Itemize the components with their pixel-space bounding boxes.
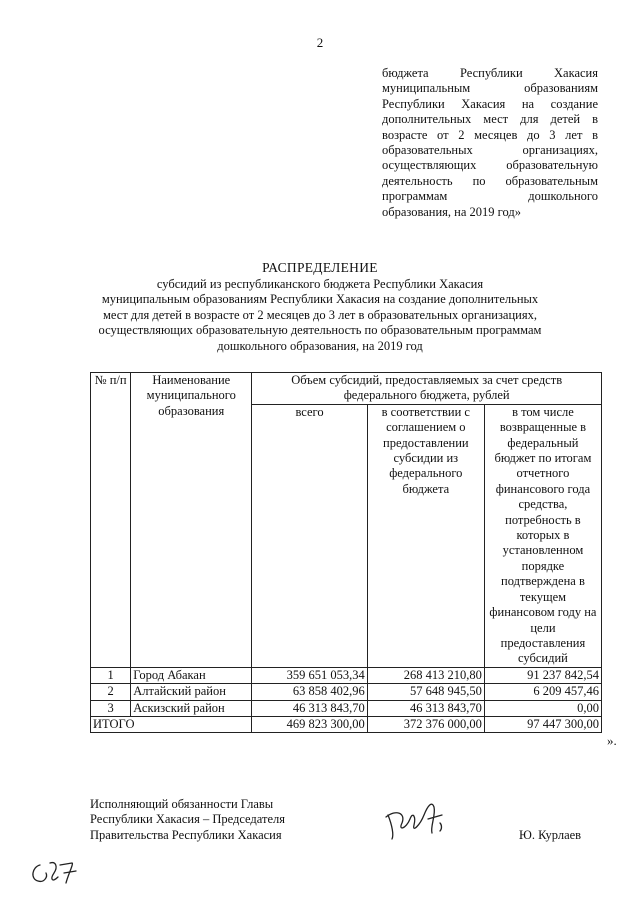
cell-name: Аскизский район [131,700,252,716]
subtitle-line: субсидий из республиканского бюджета Республики Хакасия [156,277,484,291]
table-row [91,667,602,683]
subtitle-line: дошкольного образования, на 2019 год [217,338,423,353]
cell-num: 3 [91,700,131,716]
cell-federal: 57 648 945,50 [367,684,484,700]
header-federal: в соответствии с соглашением о предоставлении субсидии из федерального бюджета [367,404,484,667]
cell-total: 359 651 053,34 [252,667,367,683]
document-header-continuation [382,66,598,220]
cell-federal: 268 413 210,80 [367,667,484,683]
header-num: № п/п [91,373,131,668]
cell-name: Город Абакан [131,667,252,683]
header-line: дополнительных мест для детей в [382,112,598,127]
handwritten-initials [28,855,88,893]
cell-returned: 0,00 [484,700,601,716]
header-total: всего [252,404,367,667]
cell-total: 46 313 843,70 [252,700,367,716]
header-line: деятельность по образовательным [382,173,598,188]
header-line: образовательных организациях, [382,143,598,158]
cell-returned: 6 209 457,46 [484,684,601,700]
cell-name: Алтайский район [131,684,252,700]
header-line: муниципальным образованиям [382,81,598,96]
cell-num: 1 [91,667,131,683]
table-row [91,684,602,700]
header-line: образования, на 2019 год» [382,204,521,219]
signatory-position [90,797,285,843]
subtitle-line: мест для детей в возрасте от 2 месяцев до 3 лет в образовательных организациях, [103,307,537,322]
cell-num: 2 [91,684,131,700]
header-name: Наименование муниципального образования [131,373,252,668]
header-line: бюджета Республики Хакасия [382,66,598,80]
signatory-line: Правительства Республики Хакасия [90,827,282,842]
subsidy-distribution-table [90,372,602,733]
cell-total-label: ИТОГО [91,716,252,732]
header-line: осуществляющих образовательную [382,158,598,173]
header-line: программам дошкольного [382,189,598,204]
cell-federal: 372 376 000,00 [367,716,484,732]
table-row [91,700,602,716]
subtitle-line: осуществляющих образовательную деятельность по образовательным программам [98,323,542,338]
signatory-line: Республики Хакасия – Председателя [90,812,286,827]
page-number: 2 [316,35,324,50]
header-returned: в том числе возвращенные в федеральный бюджет по итогам отчетного финансового года средства, потребность в которых в установленном порядке подтверждена в текущем финансовом году на цели предоставления субсидий [484,404,601,667]
cell-returned: 97 447 300,00 [484,716,601,732]
cell-total: 63 858 402,96 [252,684,367,700]
table-total-row [91,716,602,732]
signer-name: Ю. Курлаев [519,828,582,842]
cell-federal: 46 313 843,70 [367,700,484,716]
header-line: возрасте от 2 месяцев до 3 лет в [382,127,598,142]
handwritten-signature [380,795,450,845]
cell-total: 469 823 300,00 [252,716,367,732]
cell-returned: 91 237 842,54 [484,667,601,683]
document-title: РАСПРЕДЕЛЕНИЕ [262,260,378,275]
closing-quote: ». [607,733,617,748]
document-subtitle [0,277,640,354]
signatory-line: Исполняющий обязанности Главы [90,797,274,811]
subtitle-line: муниципальным образованиям Республики Хакасия на создание дополнительных [101,292,539,307]
header-line: Республики Хакасия на создание [382,96,598,111]
header-group: Объем субсидий, предоставляемых за счет средств федерального бюджета, рублей [252,373,602,405]
